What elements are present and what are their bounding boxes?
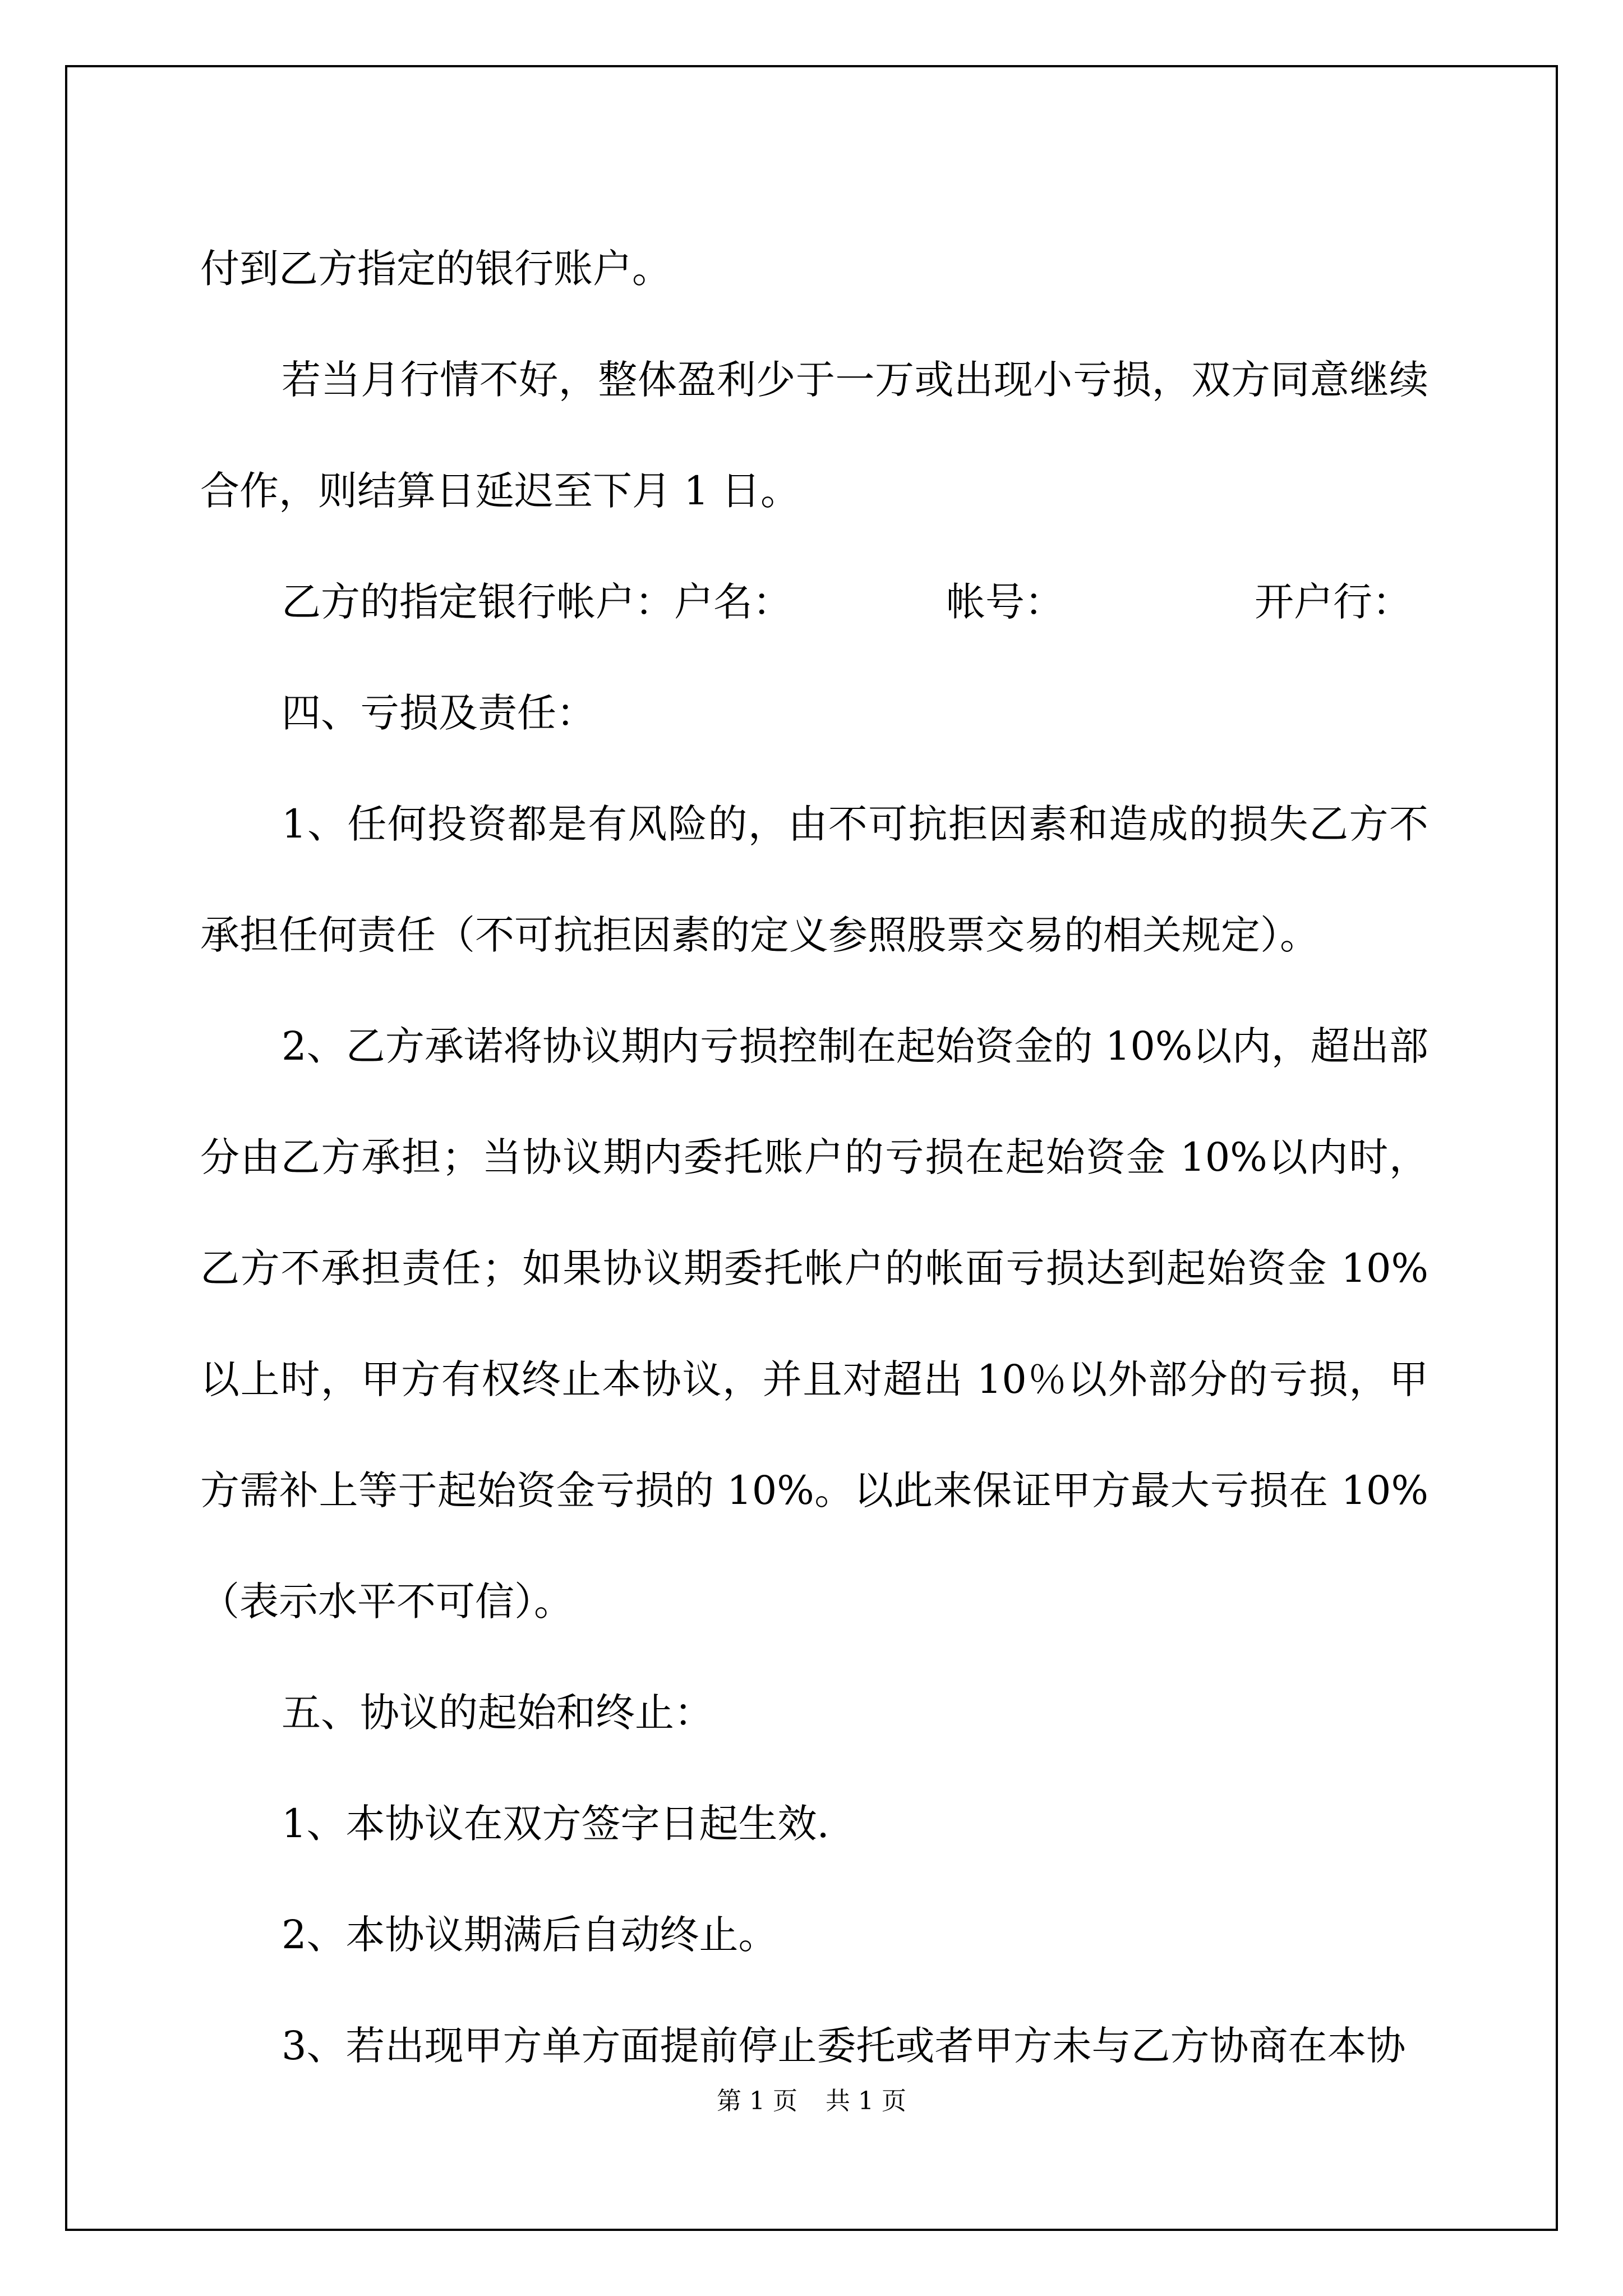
account-bank-label: 开户行： xyxy=(1255,579,1412,625)
paragraph: 若当月行情不好，整体盈利少于一万或出现小亏损，双方同意继续合作，则结算日延迟至下月 1 日。 xyxy=(200,357,1428,514)
paragraph: 1、本协议在双方签字日起生效. xyxy=(282,1801,829,1847)
paragraph: 3、若出现甲方单方面提前停止委托或者甲方未与乙方协商在本协 xyxy=(282,2023,1406,2069)
page-total: 共 1 页 xyxy=(826,2087,906,2115)
section-heading: 四、亏损及责任： xyxy=(282,690,596,736)
paragraph: 1、任何投资都是有风险的，由不可抗拒因素和造成的损失乙方不承担任何责任（不可抗拒因素的定义参照股票交易的相关规定）。 xyxy=(200,801,1428,958)
bank-account-line xyxy=(200,546,1428,657)
paragraph: 2、乙方承诺将协议期内亏损控制在起始资金的 10%以内，超出部分由乙方承担；当协议期内委托账户的亏损在起始资金 10%以内时，乙方不承担责任；如果协议期委托帐户的帐面亏损达到起始资金 10%以上时，甲方有权终止本协议，并且对超出 10％以外部分的亏损，甲方需补上等于起始资金亏损的 10%。以此来保证甲方最大亏损在 10%（表示水平不可信）。 xyxy=(200,1023,1428,1625)
account-number-label: 帐号： xyxy=(946,579,1064,625)
paragraph: 付到乙方指定的银行账户。 xyxy=(200,246,671,292)
section-heading: 五、协议的起始和终止： xyxy=(282,1690,713,1736)
document-body xyxy=(200,213,1428,2101)
paragraph: 2、本协议期满后自动终止。 xyxy=(282,1912,778,1958)
page-footer xyxy=(0,2085,1623,2118)
page-number: 第 1 页 xyxy=(717,2087,797,2115)
account-name-label: 乙方的指定银行帐户：户名： xyxy=(282,579,792,625)
